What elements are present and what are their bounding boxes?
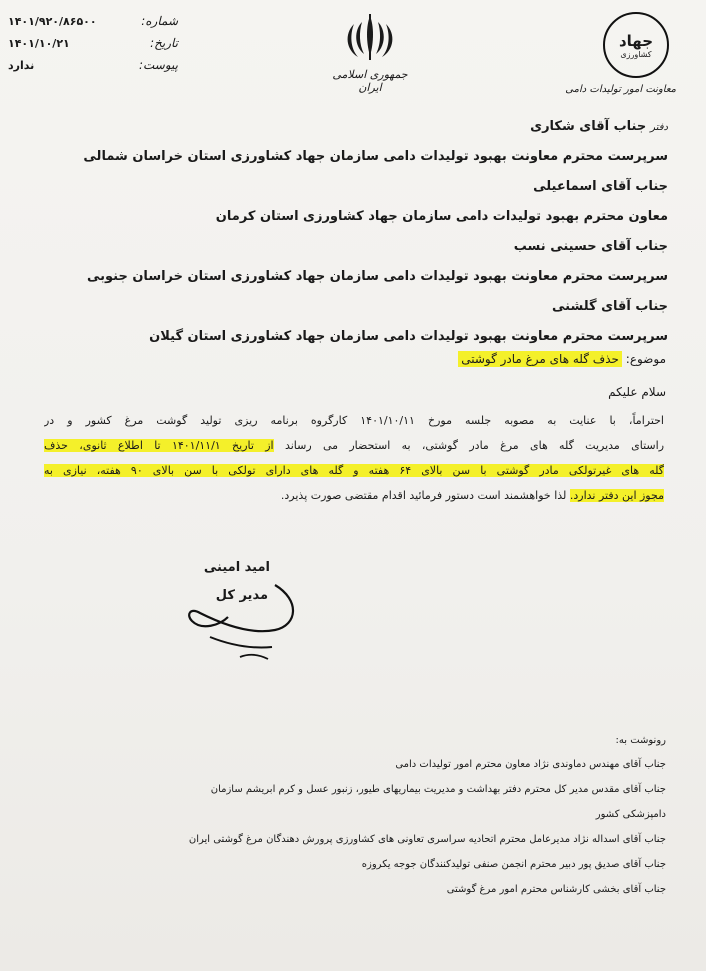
- highlighted-text: گله های غیرتولکی مادر گوشتی با سن بالای ۶۴ هفته و گله های دارای تولکی با سن بالای ۹۰ هفته، نیازی به: [44, 464, 664, 477]
- iran-emblem: [325, 12, 415, 94]
- signatory-title: مدیر کل: [215, 588, 268, 603]
- number-label: شماره:: [141, 14, 178, 28]
- addressee-text: جناب آقای شکاری: [530, 119, 647, 134]
- addressee-line: سرپرست محترم معاونت بهبود تولیدات دامی سازمان جهاد کشاورزی استان خراسان شمالی: [83, 149, 668, 164]
- addressee-line: معاون محترم بهبود تولیدات دامی سازمان جهاد کشاورزی استان کرمان: [215, 209, 668, 224]
- addressee-line: جناب آقای اسماعیلی: [533, 179, 668, 194]
- addressee-line: [58, 112, 668, 142]
- jahad-logo: [565, 12, 676, 95]
- body-line: [44, 433, 664, 458]
- cc-heading: رونوشت به:: [615, 735, 666, 746]
- highlighted-text: مجوز این دفتر ندارد.: [569, 489, 664, 502]
- jahad-logo-icon: [603, 12, 669, 78]
- cc-line: جناب آقای مهندس دماوندی نژاد معاون محترم امور تولیدات دامی: [395, 759, 666, 770]
- cc-line: جناب آقای صدیق پور دبیر محترم انجمن صنفی تولیدکنندگان جوجه یکروزه: [361, 859, 666, 870]
- signature-block: [180, 545, 310, 675]
- letter-attachment: ندارد: [8, 58, 35, 72]
- cc-line: جناب آقای اسداله نژاد مدیرعامل محترم اتحادیه سراسری تعاونی های کشاورزی پرورش دهندگان مرغ گوشتی ایران: [188, 834, 666, 845]
- cc-list: [46, 730, 666, 902]
- subject-label: موضوع:: [625, 352, 666, 366]
- logo-text-sub: کشاورزی: [620, 49, 652, 59]
- addressee-line: جناب آقای گلشنی: [552, 299, 668, 314]
- logo-text-main: جهاد: [618, 31, 654, 50]
- cc-line: جناب آقای مقدس مدیر کل محترم دفتر بهداشت و مدیریت بیماریهای طیور، زنبور عسل و کرم ابریشم سازمان: [210, 784, 666, 795]
- signatory-name: امید امینی: [203, 560, 270, 575]
- greeting: سلام علیکم: [608, 385, 666, 399]
- letter-meta: [8, 10, 178, 76]
- attachment-label: پیوست:: [138, 58, 178, 72]
- letter-date: ۱۴۰۱/۱۰/۲۱: [8, 36, 70, 50]
- subject-text: حذف گله های مرغ مادر گوشتی: [458, 351, 622, 367]
- cc-line: دامپزشکی کشور: [595, 809, 666, 820]
- date-label: تاریخ:: [150, 36, 178, 50]
- logo-caption: معاونت امور تولیدات دامی: [565, 84, 676, 95]
- highlighted-text: از تاریخ ۱۴۰۱/۱۱/۱ تا اطلاع ثانوی، حذف: [44, 439, 274, 452]
- body-text: لذا خواهشمند است دستور فرمائید اقدام مقتضی صورت پذیرد.: [280, 489, 567, 502]
- emblem-icon: [340, 12, 400, 62]
- body-line: احتراماً، با عنایت به مصوبه جلسه مورخ ۱۴۰۱/۱۰/۱۱ کارگروه برنامه ریزی تولید گوشت مرغ کشور و در: [44, 414, 664, 427]
- letter-number: ۱۴۰۱/۹۲۰/۸۶۵۰۰: [8, 14, 97, 28]
- cc-line: جناب آقای بخشی کارشناس محترم امور مرغ گوشتی: [446, 884, 666, 895]
- addressee-list: [58, 112, 668, 352]
- letter-body: [44, 408, 664, 508]
- body-text: راستای مدیریت گله های مرغ مادر گوشتی، به استحضار می رساند: [284, 439, 664, 452]
- addressee-line: سرپرست محترم معاونت بهبود تولیدات دامی سازمان جهاد کشاورزی استان خراسان جنوبی: [86, 269, 668, 284]
- emblem-caption: جمهوری اسلامی ایران: [332, 68, 408, 94]
- body-line: [44, 483, 664, 508]
- addressee-line: جناب آقای حسینی نسب: [513, 239, 668, 254]
- subject-line: [458, 352, 666, 366]
- addressee-prefix: دفتر: [650, 122, 668, 133]
- addressee-line: سرپرست محترم معاونت بهبود تولیدات دامی سازمان جهاد کشاورزی استان گیلان: [149, 329, 668, 344]
- body-line: [44, 458, 664, 483]
